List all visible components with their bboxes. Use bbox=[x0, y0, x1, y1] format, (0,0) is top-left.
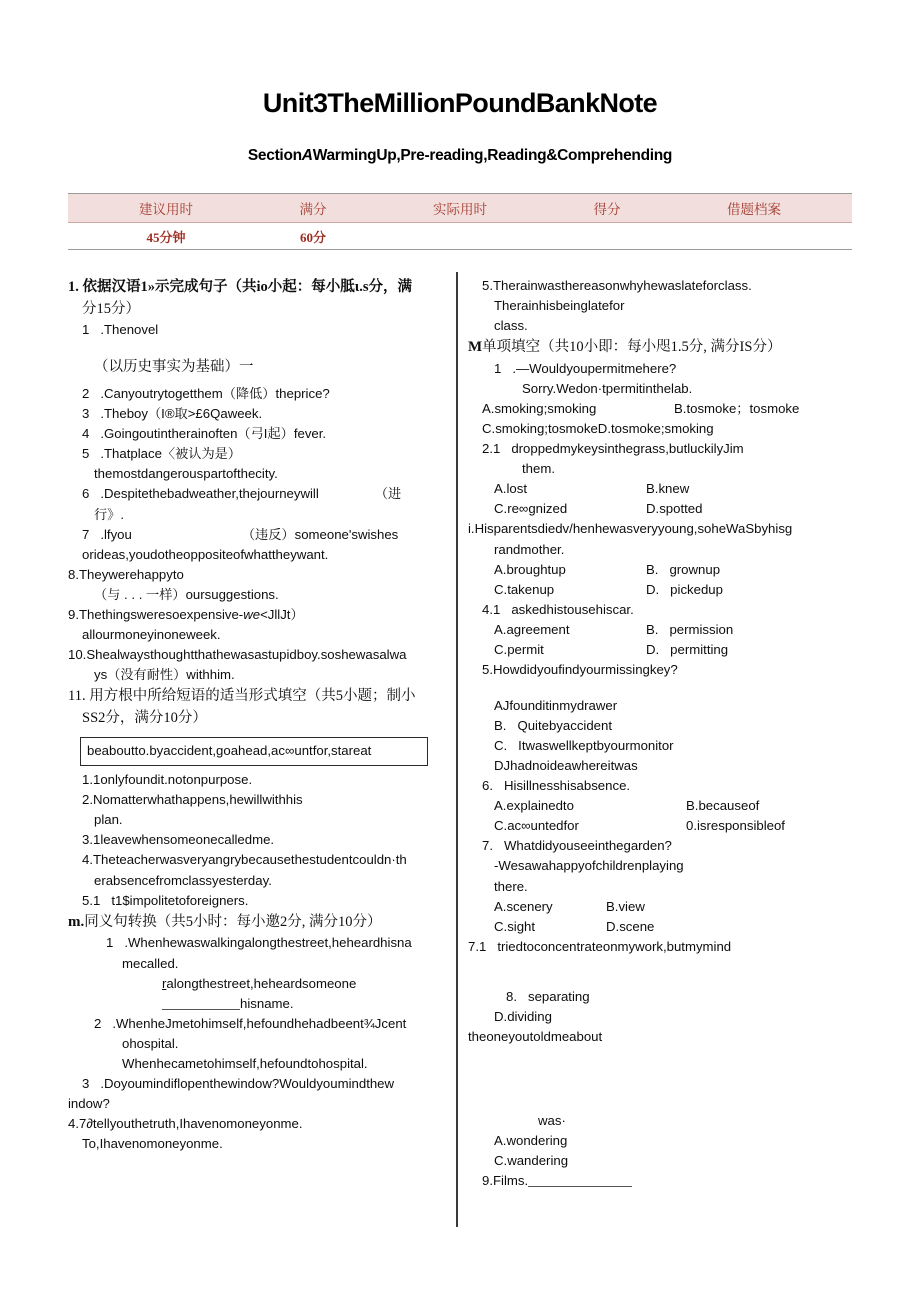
q7-hint: （违反）someone'swishes bbox=[241, 526, 399, 542]
score-value-actual-time[interactable] bbox=[362, 223, 558, 250]
mc9-option-c[interactable]: C.wandering bbox=[494, 1153, 569, 1169]
q3-line: 3 .Theboy（I®取>£6Qaweek. bbox=[82, 406, 263, 422]
trans1-answer-text: alongthestreet,heheardsomeone bbox=[166, 975, 357, 991]
q6-text: 6 .Despitethebadweather,thejourneywill bbox=[82, 486, 319, 502]
mc8-option-b[interactable]: 8. separating bbox=[506, 988, 590, 1004]
mc7-option-c[interactable]: C.sight bbox=[494, 918, 536, 934]
mc3-option-b[interactable]: B. grownup bbox=[646, 561, 721, 577]
section1-heading-line2: 分15分） bbox=[82, 301, 140, 318]
r5-line-cont2: class. bbox=[494, 318, 528, 334]
mc7-stem: 7. Whatdidyouseeinthegarden? bbox=[482, 838, 672, 854]
trans2-line: 2 .WhenheJmetohimself,hefoundhehadbeent¾Jcent bbox=[94, 1015, 407, 1031]
mc4-stem: 4.1 askedhistousehiscar. bbox=[482, 601, 634, 617]
section1-heading-line1: 1. 依据汉语1»示完成句子（共io小起：每小胝ι.s分，满 bbox=[68, 279, 413, 295]
mc6-options-row1 bbox=[468, 796, 856, 816]
mc-section-marker: M bbox=[468, 339, 483, 356]
mc9-label: 9.Films. bbox=[482, 1173, 529, 1189]
mc3-stem-cont: randmother. bbox=[494, 541, 565, 557]
q9-tail: <JllJt） bbox=[260, 606, 304, 622]
mc5-option-d[interactable]: DJhadnoideawhereitwas bbox=[494, 758, 638, 774]
mc4-option-b[interactable]: B. permission bbox=[646, 621, 734, 637]
q4-line: 4 .Goingoutintherainoften（弓I起）fever. bbox=[82, 426, 327, 442]
q5-line: 5 .Thatplace〈被认为是） bbox=[82, 446, 242, 462]
mc4-options-row2 bbox=[468, 640, 856, 660]
score-value-suggested-time: 45分钟 bbox=[68, 223, 264, 250]
mc2-option-b[interactable]: B.knew bbox=[646, 481, 690, 497]
trans3-line-cont: indow? bbox=[68, 1095, 110, 1111]
q8-line-cont: （与 . . . 一样）oursuggestions. bbox=[94, 586, 279, 602]
column-divider bbox=[456, 272, 458, 1227]
q9-line-cont: allourmoneyinoneweek. bbox=[82, 626, 221, 642]
mc7-stem-cont: -Wesawahappyofchildrenplaying bbox=[494, 858, 684, 874]
mc2-stem: 2.1 droppedmykeysinthegrass,butluckilyJim bbox=[482, 441, 744, 457]
phrase-bank-box: beaboutto.byaccident,goahead,ac∞untfor,stareat bbox=[80, 737, 428, 766]
fill4-line: 4.Theteacherwasveryangrybecausethestudentcouldn·th bbox=[82, 852, 407, 868]
mc1-stem: 1 .—Wouldyoupermitmehere? bbox=[494, 360, 677, 376]
section3-marker: m. bbox=[68, 913, 85, 930]
r5-line-cont: Therainhisbeinglatefor bbox=[494, 298, 625, 314]
q9-line bbox=[68, 605, 446, 625]
mc1-option-b[interactable]: B.tosmoke；tosmoke bbox=[674, 401, 800, 417]
mc2-options-row1 bbox=[468, 479, 856, 499]
mc8-option-d[interactable]: D.dividing bbox=[494, 1008, 552, 1024]
mc5-option-c[interactable]: C. Itwaswellkeptbyourmonitor bbox=[494, 738, 674, 754]
q2-line: 2 .Canyoutrytogetthem（降低）theprice? bbox=[82, 386, 330, 402]
q6-hint: （进 bbox=[374, 486, 402, 502]
score-table-header-row bbox=[68, 194, 852, 223]
trans1-line: 1 .Whenhewaswalkingalongthestreet,heheardhisna bbox=[106, 935, 412, 951]
fill3-line: 3.1leavewhensomeonecalledme. bbox=[82, 832, 275, 848]
subtitle-pre: Section bbox=[247, 147, 302, 164]
trans4-line-cont: To,Ihavenomoneyonme. bbox=[82, 1136, 223, 1152]
mc1-stem-cont: Sorry.Wedon·tpermitinthelab. bbox=[522, 381, 693, 397]
mc7-options-row2 bbox=[468, 917, 856, 937]
mc7-option-d[interactable]: D.scene bbox=[606, 918, 655, 934]
trans1-line-cont: mecalled. bbox=[122, 955, 179, 971]
page-subtitle bbox=[0, 147, 920, 165]
mc6-stem: 6. Hisillnesshisabsence. bbox=[482, 778, 631, 794]
mc2-option-d[interactable]: D.spotted bbox=[646, 501, 703, 517]
q7-text: 7 .lfyou bbox=[82, 526, 132, 542]
score-table bbox=[68, 193, 852, 250]
q7-line bbox=[68, 525, 446, 545]
mc7-options-row1 bbox=[468, 897, 856, 917]
mc1-options-row2[interactable]: C.smoking;tosmokeD.tosmoke;smoking bbox=[482, 421, 714, 437]
r5-line: 5.Therainwasthereasonwhyhewaslateforclass. bbox=[482, 278, 752, 293]
score-value-error-file[interactable] bbox=[656, 223, 852, 250]
mc9-answer-blank[interactable] bbox=[528, 1186, 632, 1187]
mc6-options-row2 bbox=[468, 816, 856, 836]
mc3-option-d[interactable]: D. pickedup bbox=[646, 581, 723, 597]
mc9-label-line bbox=[468, 1171, 856, 1191]
subtitle-post: WarmingUp,Pre-reading,Reading&Comprehending bbox=[312, 147, 673, 164]
right-column bbox=[468, 276, 856, 1191]
section3-heading bbox=[68, 911, 446, 934]
score-col-suggested-time: 建议用时 bbox=[68, 194, 264, 223]
mc9-option-a[interactable]: A.wondering bbox=[494, 1133, 568, 1149]
mc4-option-d[interactable]: D. permitting bbox=[646, 641, 729, 657]
q10-line-cont: ys（没有耐性）withhim. bbox=[94, 667, 235, 683]
mc6-option-d[interactable]: 0.isresponsibleof bbox=[686, 818, 785, 834]
mc4-option-a[interactable]: A.agreement bbox=[494, 621, 570, 637]
trans2-answer-line: Whenhecametohimself,hefoundtohospital. bbox=[122, 1055, 368, 1071]
mc9-was-text: was· bbox=[538, 1112, 566, 1128]
mc3-stem: i.Hisparentsdiedv/henhewasveryyoung,soheWaSbyhisg bbox=[468, 521, 793, 537]
q7-line-cont: orideas,youdotheoppositeofwhattheywant. bbox=[82, 546, 329, 562]
q10-line: 10.Shealwaysthoughtthathewasastupidboy.soshewasalwa bbox=[68, 646, 407, 662]
score-col-actual-time: 实际用时 bbox=[362, 194, 558, 223]
score-table-value-row bbox=[68, 223, 852, 250]
score-col-full-marks: 满分 bbox=[264, 194, 362, 223]
score-value-score[interactable] bbox=[558, 223, 656, 250]
q5-line-cont: themostdangerouspartofthecity. bbox=[94, 466, 278, 482]
fill1-line: 1.1onlyfoundit.notonpurpose. bbox=[82, 772, 253, 788]
score-col-error-file: 借题档案 bbox=[656, 194, 852, 223]
mc7-option-b[interactable]: B.view bbox=[606, 898, 645, 914]
q1-hint: （以历史事实为基础）一 bbox=[94, 359, 254, 376]
mc4-option-c[interactable]: C.permit bbox=[494, 641, 544, 657]
trans1-answer-line2 bbox=[68, 994, 446, 1014]
left-column bbox=[68, 276, 446, 1154]
mc2-stem-cont: them. bbox=[522, 461, 555, 477]
q6-line-cont: 行》. bbox=[94, 506, 125, 522]
mc6-option-c[interactable]: C.ac∞untedfor bbox=[494, 818, 579, 834]
mc5-option-b[interactable]: B. Quitebyaccident bbox=[494, 718, 613, 734]
q9-text: 9.Thethingsweresoexpensive- bbox=[68, 606, 244, 622]
mc7-option-a[interactable]: A.scenery bbox=[494, 898, 553, 914]
mc-section-heading-text: 单项填空（共10小即：每小咫1.5分, 满分IS分） bbox=[482, 339, 782, 356]
mc1-options-row1 bbox=[468, 399, 856, 419]
trans3-line: 3 .Doyoumindiflopenthewindow?Wouldyoumindthew bbox=[82, 1075, 395, 1091]
mc2-option-c[interactable]: C.re∞gnized bbox=[494, 501, 568, 517]
page-title: Unit3TheMillionPoundBankNote bbox=[262, 88, 658, 118]
mc2-option-a[interactable]: A.lost bbox=[494, 481, 527, 497]
section11-heading-line2: SS2分，满分10分） bbox=[82, 710, 207, 727]
mc3-option-c[interactable]: C.takenup bbox=[494, 581, 555, 597]
q1-line: 1 .Thenovel bbox=[82, 322, 159, 338]
q6-line bbox=[68, 484, 446, 504]
mc5-stem: 5.Howdidyoufindyourmissingkey? bbox=[482, 661, 678, 677]
section11-heading-line1: 11. 用方根中所给短语的适当形式填空（共5小题；制小 bbox=[68, 688, 416, 705]
score-col-score: 得分 bbox=[558, 194, 656, 223]
trans4-line: 4.7∂tellyouthetruth,Ihavenomoneyonme. bbox=[68, 1116, 303, 1132]
mc8-tail-text: theoneyoutoldmeabout bbox=[468, 1028, 603, 1044]
mc6-option-a[interactable]: A.explainedto bbox=[494, 798, 574, 814]
q9-italic-word: we bbox=[243, 606, 261, 622]
fill4-line-cont: erabsencefromclassyesterday. bbox=[94, 872, 272, 888]
fill2-line-cont: plan. bbox=[94, 812, 123, 828]
mc2-options-row2 bbox=[468, 499, 856, 519]
mc7-stem-cont2: there. bbox=[494, 878, 528, 894]
trans1-answer-line bbox=[68, 974, 446, 994]
section3-heading-text: 同义句转换（共5小时：每小邀2分, 满分10分） bbox=[84, 913, 382, 930]
mc3-option-a[interactable]: A.broughtup bbox=[494, 561, 566, 577]
trans1-underlined-letter: r bbox=[162, 975, 167, 991]
mc6-option-b[interactable]: B.becauseof bbox=[686, 798, 760, 814]
trans2-line-cont: ohospital. bbox=[122, 1035, 179, 1051]
trans1-answer-tail: hisname. bbox=[240, 995, 294, 1011]
mc1-option-a[interactable]: A.smoking;smoking bbox=[482, 401, 597, 417]
subtitle-section-letter: A bbox=[301, 147, 313, 164]
q8-line: 8.Theywerehappyto bbox=[68, 566, 184, 582]
score-value-full-marks: 60分 bbox=[264, 223, 362, 250]
mc-section-heading bbox=[468, 336, 856, 359]
fill2-line: 2.Nomatterwhathappens,hewillwithhis bbox=[82, 792, 303, 808]
mc3-options-row1 bbox=[468, 560, 856, 580]
mc3-options-row2 bbox=[468, 580, 856, 600]
fill5-line: 5.1 t1$impolitetoforeigners. bbox=[82, 892, 249, 908]
mc8-stem: 7.1 triedtoconcentrateonmywork,butmymind bbox=[468, 938, 732, 954]
mc4-options-row1 bbox=[468, 620, 856, 640]
mc5-option-a[interactable]: AJfounditinmydrawer bbox=[494, 697, 618, 713]
answer-blank[interactable] bbox=[162, 1009, 240, 1010]
